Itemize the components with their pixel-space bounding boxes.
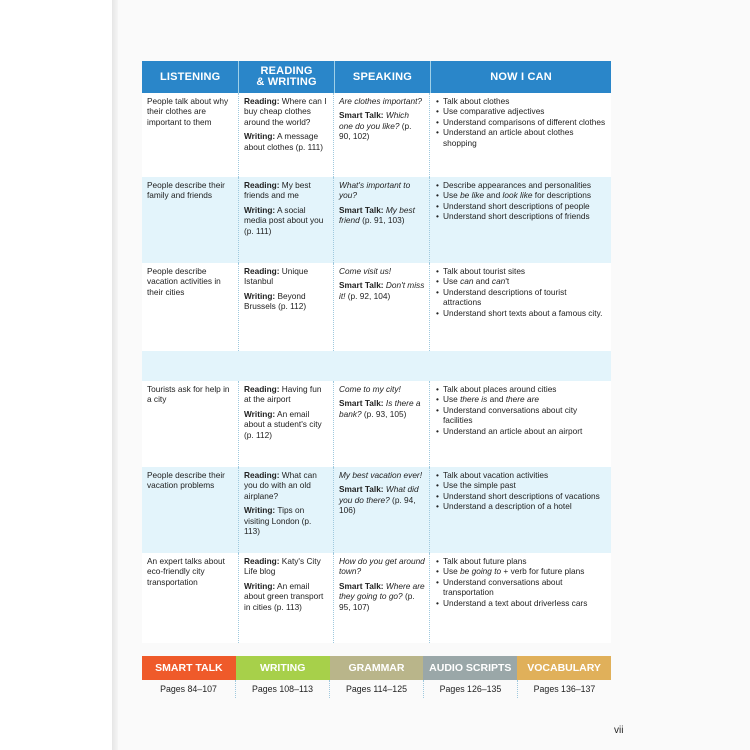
can-do-item: • Understand short descriptions of people bbox=[443, 201, 607, 211]
reading-writing-cell bbox=[239, 381, 334, 467]
can-do-item: • Talk about future plans bbox=[443, 556, 607, 566]
can-do-item: • Understand short descriptions of vacations bbox=[443, 491, 607, 501]
writing-text: An email about green transport in cities (p. 113) bbox=[244, 580, 324, 612]
smart-talk-text: My best friend bbox=[339, 204, 415, 226]
speaking-cell bbox=[334, 93, 430, 177]
writing-line bbox=[244, 409, 329, 440]
smart-talk-pages: (p. 91, 103) bbox=[359, 215, 405, 226]
header-listening: LISTENING bbox=[142, 61, 239, 93]
can-do-item: • Understand an article about clothes shopping bbox=[443, 127, 607, 148]
unit-separator bbox=[142, 351, 611, 381]
listening-cell bbox=[142, 263, 239, 351]
writing-label: Writing: bbox=[244, 290, 276, 301]
can-do-item: • Talk about vacation activities bbox=[443, 470, 607, 480]
smart-talk-label: Smart Talk: bbox=[339, 398, 384, 409]
now-i-can-cell bbox=[430, 93, 611, 177]
smart-talk-line bbox=[339, 398, 425, 419]
listening-text: Tourists ask for help in a city bbox=[147, 384, 230, 405]
reading-line bbox=[244, 556, 329, 577]
speaking-title: My best vacation ever! bbox=[339, 470, 423, 480]
can-do-item: • Use can and can't bbox=[443, 276, 607, 286]
smart-talk-line bbox=[339, 205, 425, 226]
speaking-cell bbox=[334, 467, 430, 553]
smart-talk-pages: (p. 95, 107) bbox=[339, 591, 415, 612]
reading-text: Where can I buy cheap clothes around the world? bbox=[244, 96, 327, 127]
writing-label: Writing: bbox=[244, 204, 276, 215]
speaking-title: Come to my city! bbox=[339, 384, 401, 394]
footer-tab-smart-talk: SMART TALK bbox=[142, 656, 236, 680]
writing-line bbox=[244, 291, 329, 312]
footer-tab-bar bbox=[142, 656, 611, 680]
can-do-list bbox=[435, 180, 607, 222]
listening-cell bbox=[142, 467, 239, 553]
can-do-item: • Talk about places around cities bbox=[443, 384, 607, 394]
reading-text: What can you do with an old airplane? bbox=[244, 470, 317, 501]
speaking-title: What's important to you? bbox=[339, 180, 411, 201]
smart-talk-line bbox=[339, 484, 425, 515]
listening-text: People describe their vacation problems bbox=[147, 470, 225, 491]
writing-text: A message about clothes (p. 111) bbox=[244, 131, 324, 152]
can-do-item: • Use be going to + verb for future plans bbox=[443, 566, 607, 576]
can-do-item: • Use comparative adjectives bbox=[443, 106, 607, 116]
now-i-can-cell bbox=[430, 177, 611, 263]
reading-line bbox=[244, 384, 329, 405]
can-do-item: • Understand short descriptions of friends bbox=[443, 211, 607, 221]
can-do-item: • Understand comparisons of different clothes bbox=[443, 117, 607, 127]
now-i-can-cell bbox=[430, 553, 611, 643]
footer-tab-writing: WRITING bbox=[236, 656, 330, 680]
writing-line bbox=[244, 205, 329, 236]
reading-writing-cell bbox=[239, 553, 334, 643]
smart-talk-pages: (p. 93, 105) bbox=[361, 408, 407, 419]
writing-label: Writing: bbox=[244, 505, 276, 516]
reading-line bbox=[244, 180, 329, 201]
can-do-list bbox=[435, 384, 607, 436]
reading-label: Reading: bbox=[244, 556, 280, 566]
reading-line bbox=[244, 266, 329, 287]
smart-talk-label: Smart Talk: bbox=[339, 580, 384, 591]
can-do-item: • Understand short texts about a famous city. bbox=[443, 308, 607, 318]
writing-text: Beyond Brussels (p. 112) bbox=[244, 290, 307, 312]
table-row bbox=[142, 93, 611, 177]
reading-text: My best friends and me bbox=[244, 180, 311, 201]
can-do-item: • Understand conversations about transportation bbox=[443, 577, 607, 598]
smart-talk-label: Smart Talk: bbox=[339, 484, 384, 495]
reading-text: Having fun at the airport bbox=[244, 384, 322, 405]
now-i-can-cell bbox=[430, 381, 611, 467]
footer-pages-range: Pages 114–125 bbox=[330, 680, 424, 698]
can-do-list bbox=[435, 96, 607, 148]
smart-talk-label: Smart Talk: bbox=[339, 110, 384, 121]
writing-line bbox=[244, 131, 329, 152]
reading-line bbox=[244, 470, 329, 501]
writing-text: Tips on visiting London (p. 113) bbox=[244, 505, 312, 537]
footer-sections bbox=[142, 656, 611, 698]
can-do-item: • Understand descriptions of tourist attractions bbox=[443, 287, 607, 308]
reading-line bbox=[244, 96, 329, 127]
can-do-item: • Describe appearances and personalities bbox=[443, 180, 607, 190]
smart-talk-line bbox=[339, 110, 425, 141]
can-do-item: • Understand an article about an airport bbox=[443, 426, 607, 436]
smart-talk-line bbox=[339, 280, 425, 301]
reading-text: Katy's City Life blog bbox=[244, 556, 321, 577]
reading-label: Reading: bbox=[244, 96, 280, 106]
smart-talk-text: Where are they going to go? bbox=[339, 580, 425, 602]
can-do-item: • Understand a text about driverless cars bbox=[443, 598, 607, 608]
speaking-title: Come visit us! bbox=[339, 266, 392, 276]
listening-cell bbox=[142, 177, 239, 263]
reading-writing-cell bbox=[239, 467, 334, 553]
table-row bbox=[142, 467, 611, 553]
smart-talk-pages: (p. 92, 104) bbox=[345, 290, 391, 301]
footer-tab-vocabulary: VOCABULARY bbox=[517, 656, 611, 680]
reading-label: Reading: bbox=[244, 384, 280, 394]
table-row bbox=[142, 553, 611, 643]
smart-talk-label: Smart Talk: bbox=[339, 204, 384, 215]
writing-label: Writing: bbox=[244, 131, 276, 142]
reading-writing-cell bbox=[239, 263, 334, 351]
now-i-can-cell bbox=[430, 263, 611, 351]
table-header bbox=[142, 61, 611, 93]
smart-talk-text: Is there a bank? bbox=[339, 398, 421, 419]
reading-label: Reading: bbox=[244, 266, 280, 276]
smart-talk-pages: (p. 94, 106) bbox=[339, 494, 416, 516]
reading-text: Unique Istanbul bbox=[244, 266, 309, 287]
writing-text: A social media post about you (p. 111) bbox=[244, 204, 324, 236]
table-row bbox=[142, 381, 611, 467]
footer-pages-range: Pages 108–113 bbox=[236, 680, 330, 698]
header-speaking: SPEAKING bbox=[335, 61, 431, 93]
speaking-title: How do you get around town? bbox=[339, 556, 425, 577]
smart-talk-line bbox=[339, 581, 425, 612]
footer-pages-range: Pages 136–137 bbox=[533, 684, 596, 694]
reading-label: Reading: bbox=[244, 470, 280, 480]
header-reading-writing: READING & WRITING bbox=[239, 61, 334, 93]
footer-pages-range: Pages 84–107 bbox=[142, 680, 236, 698]
smart-talk-text: What did you do there? bbox=[339, 484, 419, 505]
listening-cell bbox=[142, 381, 239, 467]
writing-text: An email about a student's city (p. 112) bbox=[244, 408, 322, 440]
now-i-can-cell bbox=[430, 467, 611, 553]
can-do-list bbox=[435, 266, 607, 318]
page-number: vii bbox=[614, 725, 624, 736]
can-do-list bbox=[435, 470, 607, 512]
can-do-item: • Use be like and look like for descriptions bbox=[443, 190, 607, 200]
can-do-list bbox=[435, 556, 607, 608]
smart-talk-text: Don't miss it! bbox=[339, 280, 425, 301]
smart-talk-text: Which one do you like? bbox=[339, 110, 409, 131]
table-row bbox=[142, 263, 611, 351]
listening-text: People describe vacation activities in their cities bbox=[147, 266, 221, 297]
can-do-item: • Use the simple past bbox=[443, 480, 607, 490]
footer-pages bbox=[142, 680, 611, 698]
smart-talk-label: Smart Talk: bbox=[339, 280, 384, 291]
can-do-item: • Use there is and there are bbox=[443, 394, 607, 404]
table-row bbox=[142, 177, 611, 263]
speaking-cell bbox=[334, 177, 430, 263]
reading-writing-cell bbox=[239, 177, 334, 263]
listening-cell bbox=[142, 553, 239, 643]
can-do-item: • Understand a description of a hotel bbox=[443, 501, 607, 511]
speaking-cell bbox=[334, 381, 430, 467]
writing-label: Writing: bbox=[244, 408, 276, 419]
smart-talk-pages: (p. 90, 102) bbox=[339, 120, 412, 142]
listening-cell bbox=[142, 93, 239, 177]
writing-line bbox=[244, 505, 329, 536]
reading-label: Reading: bbox=[244, 180, 280, 190]
footer-tab-audio-scripts: AUDIO SCRIPTS bbox=[423, 656, 517, 680]
speaking-cell bbox=[334, 263, 430, 351]
listening-text: People describe their family and friends bbox=[147, 180, 225, 201]
can-do-item: • Understand conversations about city facilities bbox=[443, 405, 607, 426]
listening-text: People talk about why their clothes are important to them bbox=[147, 96, 229, 127]
contents-table bbox=[142, 61, 611, 643]
speaking-cell bbox=[334, 553, 430, 643]
writing-label: Writing: bbox=[244, 580, 276, 591]
can-do-item: • Talk about tourist sites bbox=[443, 266, 607, 276]
header-now-i-can: NOW I CAN bbox=[431, 61, 611, 93]
reading-writing-cell bbox=[239, 93, 334, 177]
footer-tab-grammar: GRAMMAR bbox=[330, 656, 424, 680]
can-do-item: • Talk about clothes bbox=[443, 96, 607, 106]
speaking-title: Are clothes important? bbox=[339, 96, 423, 106]
footer-pages-range: Pages 126–135 bbox=[424, 680, 518, 698]
writing-line bbox=[244, 581, 329, 612]
listening-text: An expert talks about eco-friendly city transportation bbox=[147, 556, 225, 587]
